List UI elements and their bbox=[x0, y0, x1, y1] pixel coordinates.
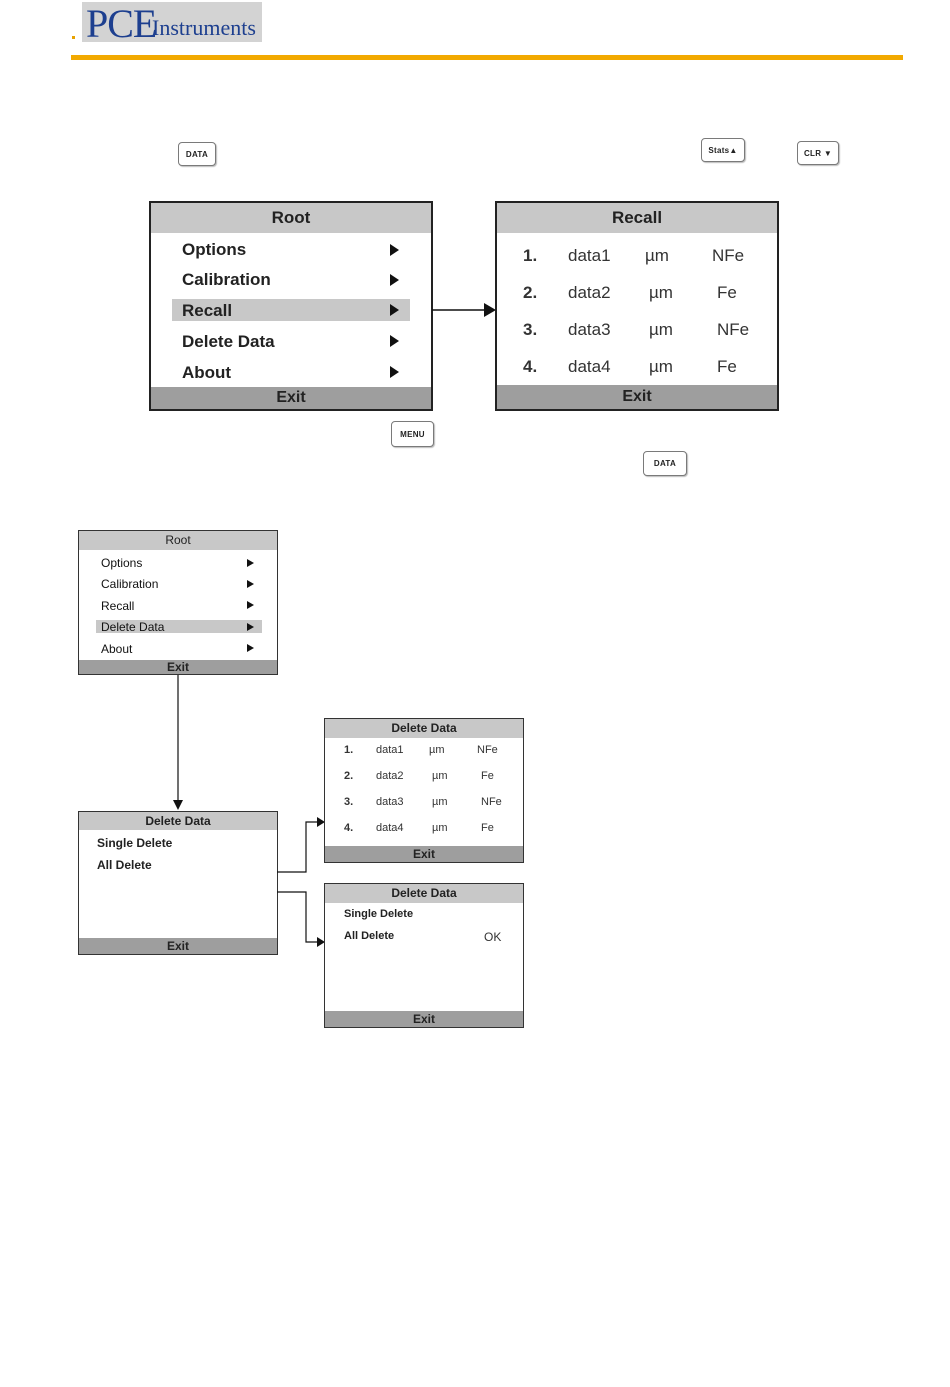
header-rule bbox=[71, 55, 903, 60]
row-number: 3. bbox=[344, 796, 354, 808]
menu-key: MENU bbox=[391, 421, 434, 447]
chevron-right-icon bbox=[247, 644, 254, 652]
row-unit: µm bbox=[649, 283, 673, 302]
menu-item-single-delete: Single Delete bbox=[97, 836, 173, 850]
row-number: 2. bbox=[344, 770, 354, 782]
row-number: 1. bbox=[344, 744, 354, 756]
menu-item-delete-data: Delete Data bbox=[101, 620, 165, 634]
data-key: DATA bbox=[178, 142, 216, 166]
delete-data-list-screen bbox=[324, 718, 524, 863]
exit-bar: Exit bbox=[151, 387, 431, 409]
arrow-to-delete-menu bbox=[168, 674, 188, 812]
data-key: DATA bbox=[643, 451, 687, 476]
row-name: data3 bbox=[376, 796, 404, 808]
exit-bar: Exit bbox=[497, 385, 777, 409]
root-screen-small bbox=[78, 530, 278, 675]
screen-title: Recall bbox=[497, 203, 777, 233]
chevron-right-icon bbox=[390, 244, 399, 256]
menu-item-calibration: Calibration bbox=[101, 577, 159, 591]
row-type: Fe bbox=[717, 283, 737, 302]
row-type: Fe bbox=[481, 822, 494, 834]
row-number: 3. bbox=[523, 320, 538, 339]
row-name: data2 bbox=[376, 770, 404, 782]
branch-arrows bbox=[276, 812, 328, 952]
menu-item-single-delete: Single Delete bbox=[344, 908, 414, 920]
menu-item-about: About bbox=[101, 642, 133, 656]
root-screen-large bbox=[149, 201, 433, 411]
menu-item-options: Options bbox=[182, 240, 247, 259]
logo-instruments-text: Instruments bbox=[152, 15, 256, 40]
logo-pce-text: PCE bbox=[86, 1, 157, 46]
chevron-right-icon bbox=[390, 366, 399, 378]
row-name: data1 bbox=[568, 246, 611, 265]
ok-label: OK bbox=[484, 930, 502, 944]
screen-title: Delete Data bbox=[325, 719, 523, 738]
arrow-to-recall bbox=[430, 300, 498, 320]
delete-data-menu-screen bbox=[78, 811, 278, 955]
pce-instruments-logo bbox=[82, 1, 262, 46]
menu-item-all-delete: All Delete bbox=[97, 858, 152, 872]
exit-bar: Exit bbox=[79, 660, 277, 674]
menu-item-calibration: Calibration bbox=[182, 270, 271, 289]
exit-bar: Exit bbox=[79, 938, 277, 954]
row-unit: µm bbox=[432, 770, 448, 782]
row-type: NFe bbox=[481, 796, 502, 808]
row-unit: µm bbox=[649, 357, 673, 376]
chevron-right-icon bbox=[247, 559, 254, 567]
row-type: Fe bbox=[481, 770, 494, 782]
chevron-right-icon bbox=[390, 274, 399, 286]
row-unit: µm bbox=[645, 246, 669, 265]
menu-item-delete-data: Delete Data bbox=[182, 332, 275, 351]
row-name: data1 bbox=[376, 744, 404, 756]
row-type: Fe bbox=[717, 357, 737, 376]
menu-item-about: About bbox=[182, 363, 232, 382]
screen-title: Delete Data bbox=[325, 884, 523, 903]
row-number: 1. bbox=[523, 246, 538, 265]
chevron-right-icon bbox=[390, 335, 399, 347]
row-unit: µm bbox=[649, 320, 673, 339]
logo-dot bbox=[72, 36, 75, 39]
screen-title: Root bbox=[151, 203, 431, 233]
row-number: 4. bbox=[523, 357, 538, 376]
menu-item-all-delete: All Delete bbox=[344, 930, 395, 942]
stats-up-key: Stats▲ bbox=[701, 138, 745, 162]
row-name: data3 bbox=[568, 320, 611, 339]
recall-screen bbox=[495, 201, 779, 411]
chevron-right-icon bbox=[390, 304, 399, 316]
row-name: data4 bbox=[376, 822, 404, 834]
row-type: NFe bbox=[717, 320, 750, 339]
row-unit: µm bbox=[429, 744, 445, 756]
row-number: 4. bbox=[344, 822, 354, 834]
clr-down-key: CLR ▼ bbox=[797, 141, 839, 165]
row-name: data4 bbox=[568, 357, 611, 376]
delete-data-all-screen bbox=[324, 883, 524, 1028]
chevron-right-icon bbox=[247, 601, 254, 609]
row-type: NFe bbox=[477, 744, 498, 756]
row-unit: µm bbox=[432, 796, 448, 808]
menu-item-options: Options bbox=[101, 556, 143, 570]
exit-bar: Exit bbox=[325, 1011, 523, 1027]
menu-item-recall: Recall bbox=[182, 301, 233, 320]
menu-item-recall: Recall bbox=[101, 599, 135, 613]
chevron-right-icon bbox=[247, 580, 254, 588]
exit-bar: Exit bbox=[325, 846, 523, 862]
screen-title: Root bbox=[79, 531, 277, 550]
row-name: data2 bbox=[568, 283, 611, 302]
screen-title: Delete Data bbox=[79, 812, 277, 830]
row-unit: µm bbox=[432, 822, 448, 834]
chevron-right-icon bbox=[247, 623, 254, 631]
row-type: NFe bbox=[712, 246, 745, 265]
row-number: 2. bbox=[523, 283, 538, 302]
